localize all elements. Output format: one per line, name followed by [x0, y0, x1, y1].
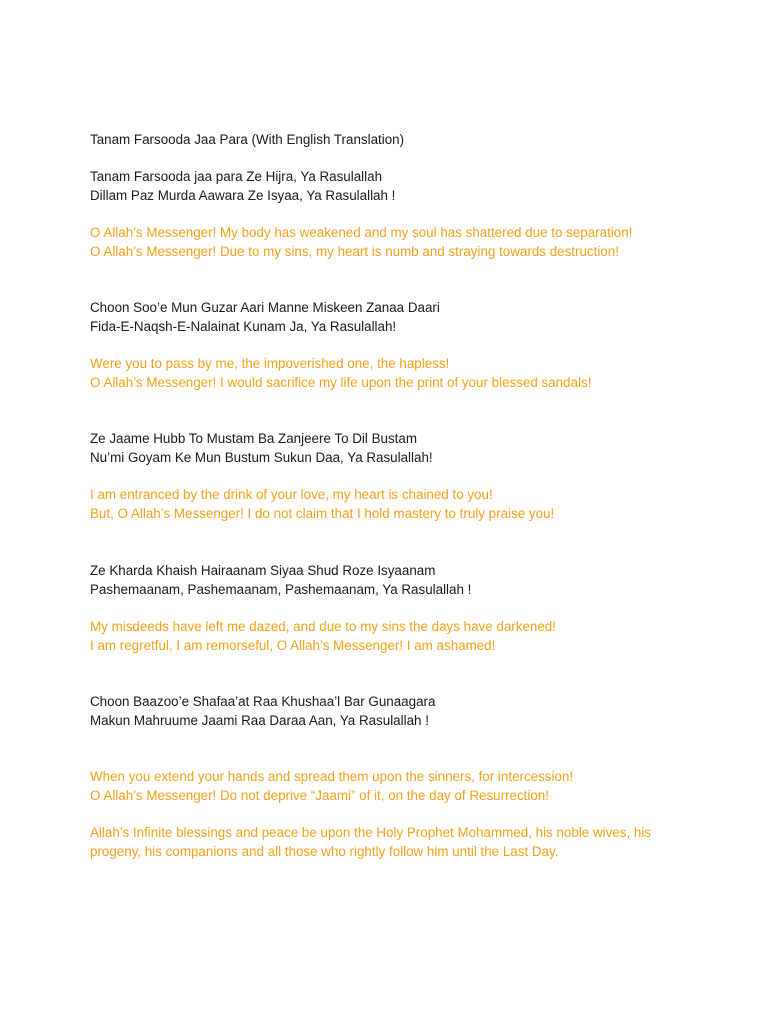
- stanza-3-translation-line-2: But, O Allah’s Messenger! I do not claim that I hold mastery to truly praise you!: [90, 506, 555, 521]
- stanza-4-original-line-1: Ze Kharda Khaish Hairaanam Siyaa Shud Roze Isyaanam: [90, 563, 436, 578]
- stanza-4-original-line-2: Pashemaanam, Pashemaanam, Pashemaanam, Ya Rasulallah !: [90, 582, 472, 597]
- stanza-4-translation-line-1: My misdeeds have left me dazed, and due to my sins the days have darkened!: [90, 619, 556, 634]
- stanza-4-translation-line-2: I am regretful, I am remorseful, O Allah’s Messenger! I am ashamed!: [90, 638, 496, 653]
- stanza-1-original-line-1: Tanam Farsooda jaa para Ze Hijra, Ya Rasulallah: [90, 169, 383, 184]
- stanza-1-original-line-2: Dillam Paz Murda Aawara Ze Isyaa, Ya Rasulallah !: [90, 188, 396, 203]
- stanza-1-translation-line-2: O Allah’s Messenger! Due to my sins, my heart is numb and straying towards destruction!: [90, 244, 619, 259]
- stanza-2-translation-line-2: O Allah’s Messenger! I would sacrifice my life upon the print of your blessed sandals!: [90, 375, 592, 390]
- stanza-2-original-line-1: Choon Soo’e Mun Guzar Aari Manne Miskeen Zanaa Daari: [90, 300, 440, 315]
- stanza-2-translation-line-1: Were you to pass by me, the impoverished one, the hapless!: [90, 356, 450, 371]
- stanza-5-translation-line-2: O Allah’s Messenger! Do not deprive “Jaami” of it, on the day of Resurrection!: [90, 788, 549, 803]
- stanza-5-translation-line-1: When you extend your hands and spread them upon the sinners, for intercession!: [90, 769, 574, 784]
- stanza-3-original-line-1: Ze Jaame Hubb To Mustam Ba Zanjeere To Dil Bustam: [90, 431, 417, 446]
- closing-blessing-line-1: Allah’s Infinite blessings and peace be upon the Holy Prophet Mohammed, his noble wives, his: [90, 825, 652, 840]
- stanza-2-original-line-2: Fida-E-Naqsh-E-Nalainat Kunam Ja, Ya Rasulallah!: [90, 319, 397, 334]
- stanza-3-translation-line-1: I am entranced by the drink of your love, my heart is chained to you!: [90, 487, 493, 502]
- closing-blessing-line-2: progeny, his companions and all those who rightly follow him until the Last Day.: [90, 844, 559, 859]
- stanza-1-translation-line-1: O Allah’s Messenger! My body has weakened and my soul has shattered due to separation!: [90, 225, 633, 240]
- stanza-5-original-line-2: Makun Mahruume Jaami Raa Daraa Aan, Ya Rasulallah !: [90, 713, 429, 728]
- stanza-5-original-line-1: Choon Baazoo’e Shafaa’at Raa Khushaa’l Bar Gunaagara: [90, 694, 436, 709]
- document-title: Tanam Farsooda Jaa Para (With English Translation): [90, 132, 405, 147]
- stanza-3-original-line-2: Nu’mi Goyam Ke Mun Bustum Sukun Daa, Ya Rasulallah!: [90, 450, 433, 465]
